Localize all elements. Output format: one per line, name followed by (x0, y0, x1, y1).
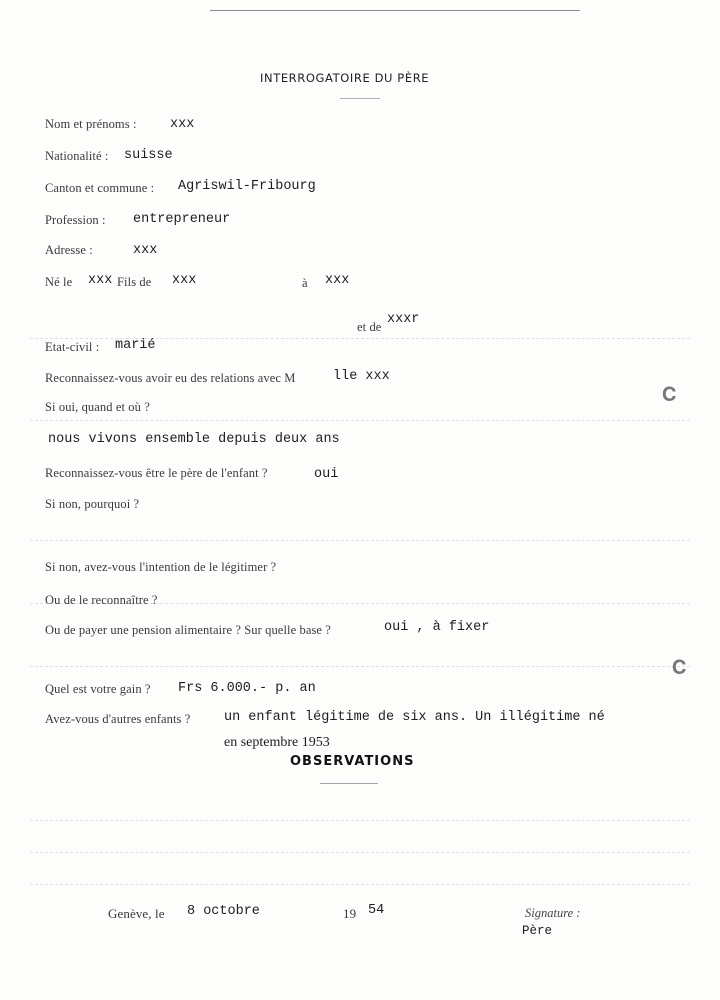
etatcivil-value: marié (115, 338, 156, 353)
quand-value: nous vivons ensemble depuis deux ans (48, 432, 340, 447)
observations-heading: OBSERVATIONS (290, 754, 415, 769)
gain-value: Frs 6.000.- p. an (178, 681, 316, 696)
ne-value: xxx (88, 273, 113, 288)
profession-label: Profession : (45, 213, 106, 227)
quand-label: Si oui, quand et où ? (45, 400, 150, 414)
adresse-value: xxx (133, 243, 158, 258)
fils-value: xxx (172, 273, 197, 288)
enfants-label: Avez-vous d'autres enfants ? (45, 712, 191, 726)
ne-label: Né le (45, 275, 73, 289)
date-value: 8 octobre (187, 904, 260, 919)
nom-label: Nom et prénoms : (45, 117, 137, 131)
nationalite-label: Nationalité : (45, 149, 109, 163)
ruled-line (30, 540, 690, 541)
year-prefix: 19 (343, 906, 357, 921)
pere-label: Reconnaissez-vous être le père de l'enfant ? (45, 466, 268, 480)
place-label: Genève, le (108, 906, 165, 921)
canton-value: Agriswil-Fribourg (178, 179, 316, 194)
relations-value: lle xxx (333, 369, 390, 384)
enfants-value-line1: un enfant légitime de six ans. Un illégitime né (224, 710, 605, 725)
ruled-line (30, 884, 690, 885)
etatcivil-label: Etat-civil : (45, 340, 100, 354)
nom-value: xxx (170, 117, 195, 132)
ruled-line (30, 420, 690, 421)
enfants-value-line2: en septembre 1953 (224, 735, 330, 750)
ruled-line (30, 852, 690, 853)
nationalite-value: suisse (124, 148, 173, 163)
a-label: à (302, 276, 308, 290)
etde-value: xxxr (387, 312, 420, 327)
etde-label: et de (357, 320, 382, 334)
adresse-label: Adresse : (45, 243, 93, 257)
profession-value: entrepreneur (133, 212, 231, 227)
title-underline (340, 98, 380, 99)
staple-mark-icon: 𝐂 (662, 382, 677, 406)
year-value: 54 (368, 903, 385, 918)
pension-label: Ou de payer une pension alimentaire ? Sur quelle base ? (45, 623, 331, 637)
pere-value: oui (314, 467, 339, 482)
ruled-line (30, 820, 690, 821)
fils-label: Fils de (117, 275, 152, 289)
canton-label: Canton et commune : (45, 181, 155, 195)
signature-label: Signature : (525, 906, 581, 920)
signature-value: Père (522, 924, 553, 938)
gain-label: Quel est votre gain ? (45, 682, 151, 696)
a-value: xxx (325, 273, 350, 288)
legitimer-label: Si non, avez-vous l'intention de le légitimer ? (45, 560, 277, 574)
observations-underline (320, 783, 378, 784)
page-title: INTERROGATOIRE DU PÈRE (260, 71, 430, 85)
pension-value: oui , à fixer (384, 620, 490, 635)
ruled-line (30, 666, 690, 667)
pourquoi-label: Si non, pourquoi ? (45, 497, 140, 511)
top-rule (210, 10, 580, 11)
staple-mark-icon: 𝐂 (672, 655, 687, 679)
reconnaitre-label: Ou de le reconnaître ? (45, 593, 158, 607)
relations-label: Reconnaissez-vous avoir eu des relations avec M (45, 371, 296, 385)
